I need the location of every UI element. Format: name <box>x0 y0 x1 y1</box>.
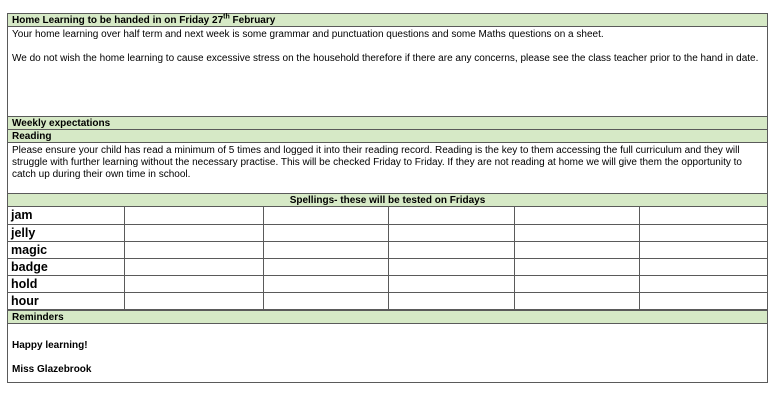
spelling-word: magic <box>8 241 124 258</box>
spelling-practice-cell <box>124 258 263 275</box>
reading-text: Please ensure your child has read a minimum of 5 times and logged it into their reading record. Reading is the key to them accessing the full curriculum and they will struggle with further learning without the necessary practise. This will be checked Friday to Friday. If they are not reading at home we will give them the opportunity to catch up during their own time in school. <box>8 142 767 193</box>
spelling-row <box>8 292 767 309</box>
title-header <box>8 13 767 26</box>
home-learning-sheet <box>7 13 768 383</box>
spelling-practice-cell <box>124 224 263 241</box>
spelling-practice-cell <box>124 275 263 292</box>
spelling-row <box>8 275 767 292</box>
spelling-practice-cell <box>124 241 263 258</box>
spelling-row <box>8 224 767 241</box>
spelling-word: jam <box>8 207 124 224</box>
reminders-heading: Reminders <box>8 310 767 323</box>
spelling-practice-cell <box>263 258 388 275</box>
spelling-practice-cell <box>639 241 767 258</box>
spelling-practice-cell <box>639 224 767 241</box>
title-end: February <box>229 15 276 26</box>
spelling-row <box>8 258 767 275</box>
spelling-practice-cell <box>639 292 767 309</box>
spelling-practice-cell <box>388 258 514 275</box>
spelling-practice-cell <box>263 224 388 241</box>
spelling-practice-cell <box>388 224 514 241</box>
spelling-practice-cell <box>514 258 639 275</box>
title-superscript: th <box>223 13 230 21</box>
spelling-practice-cell <box>263 292 388 309</box>
spelling-row <box>8 207 767 224</box>
spelling-word: badge <box>8 258 124 275</box>
spelling-practice-cell <box>639 207 767 224</box>
spelling-practice-cell <box>514 207 639 224</box>
spelling-practice-cell <box>263 207 388 224</box>
weekly-expectations-heading: Weekly expectations <box>8 116 767 129</box>
spelling-word: hold <box>8 275 124 292</box>
sign-off: Happy learning! <box>12 339 88 351</box>
spelling-practice-cell <box>263 241 388 258</box>
reminders-section <box>8 323 767 383</box>
spelling-practice-cell <box>388 292 514 309</box>
reading-heading: Reading <box>8 129 767 142</box>
spelling-practice-cell <box>514 241 639 258</box>
spellings-heading: Spellings- these will be tested on Fridays <box>8 193 767 206</box>
spelling-practice-cell <box>514 224 639 241</box>
spelling-row <box>8 241 767 258</box>
intro-paragraph-2: We do not wish the home learning to cause excessive stress on the household therefore if there are any concerns, please see the class teacher prior to the hand in date. <box>12 53 759 64</box>
spelling-practice-cell <box>388 241 514 258</box>
spelling-practice-cell <box>124 292 263 309</box>
spelling-practice-cell <box>388 275 514 292</box>
spelling-word: jelly <box>8 224 124 241</box>
title-main: Home Learning to be handed in on Friday 27 <box>12 15 224 26</box>
spelling-practice-cell <box>514 275 639 292</box>
spellings-grid <box>8 206 767 310</box>
spelling-practice-cell <box>124 207 263 224</box>
teacher-name: Miss Glazebrook <box>12 363 92 375</box>
intro-section <box>8 26 767 116</box>
spelling-word: hour <box>8 292 124 309</box>
spelling-practice-cell <box>639 258 767 275</box>
intro-paragraph-1: Your home learning over half term and next week is some grammar and punctuation questions and some Maths questions on a sheet. <box>12 29 604 40</box>
spelling-practice-cell <box>514 292 639 309</box>
spelling-practice-cell <box>263 275 388 292</box>
spelling-practice-cell <box>388 207 514 224</box>
spelling-practice-cell <box>639 275 767 292</box>
